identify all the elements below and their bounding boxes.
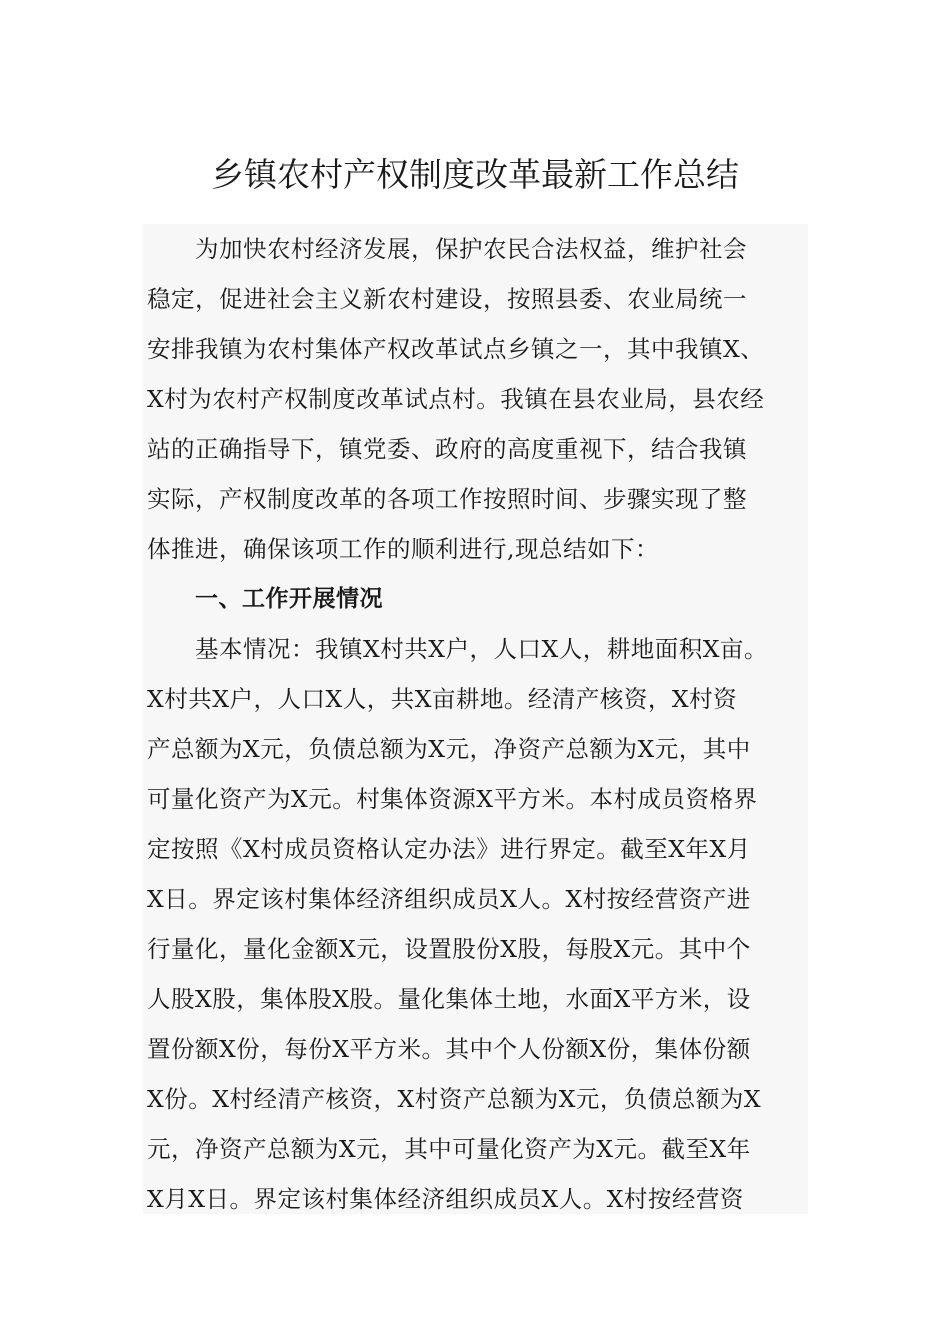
paragraph-line: 为加快农村经济发展，保护农民合法权益，维护社会: [195, 235, 747, 263]
paragraph-line: 元，净资产总额为X元，其中可量化资产为X元。截至X年: [147, 1135, 751, 1163]
section-heading: 一、工作开展情况: [195, 586, 383, 612]
paragraph-line: 体推进，确保该项工作的顺利进行,现总结如下：: [147, 535, 659, 563]
paragraph-line: 安排我镇为农村集体产权改革试点乡镇之一，其中我镇X、: [147, 335, 765, 363]
paragraph-line: 实际，产权制度改革的各项工作按照时间、步骤实现了整: [147, 485, 747, 513]
paragraph-line: 定按照《X村成员资格认定办法》进行界定。截至X年X月: [147, 835, 751, 863]
paragraph-line: X月X日。界定该村集体经济组织成员X人。X村按经营资: [147, 1185, 744, 1213]
paragraph-line: 稳定，促进社会主义新农村建设，按照县委、农业局统一: [147, 285, 747, 313]
paragraph-line: 基本情况：我镇X村共X户，人口X人，耕地面积X亩。: [195, 635, 768, 663]
paragraph-line: X村为农村产权制度改革试点村。我镇在县农业局，县农经: [147, 385, 765, 413]
paragraph-line: 站的正确指导下，镇党委、政府的高度重视下，结合我镇: [147, 435, 747, 463]
paragraph-line: X村共X户，人口X人，共X亩耕地。经清产核资，X村资: [147, 685, 738, 713]
paragraph-line: 产总额为X元，负债总额为X元，净资产总额为X元，其中: [147, 735, 751, 763]
paragraph-line: X日。界定该村集体经济组织成员X人。X村按经营资产进: [147, 885, 751, 913]
document-body: [143, 224, 808, 1214]
paragraph-line: 可量化资产为X元。村集体资源X平方米。本村成员资格界: [147, 785, 758, 813]
paragraph-line: X份。X村经清产核资，X村资产总额为X元，负债总额为X: [147, 1085, 762, 1113]
document-title: 乡镇农村产权制度改革最新工作总结: [211, 155, 739, 194]
paragraph-line: 行量化，量化金额X元，设置股份X股，每股X元。其中个: [147, 935, 751, 963]
paragraph-line: 人股X股，集体股X股。量化集体土地，水面X平方米，设: [147, 985, 751, 1013]
paragraph-line: 置份额X份，每份X平方米。其中个人份额X份，集体份额: [147, 1035, 751, 1063]
